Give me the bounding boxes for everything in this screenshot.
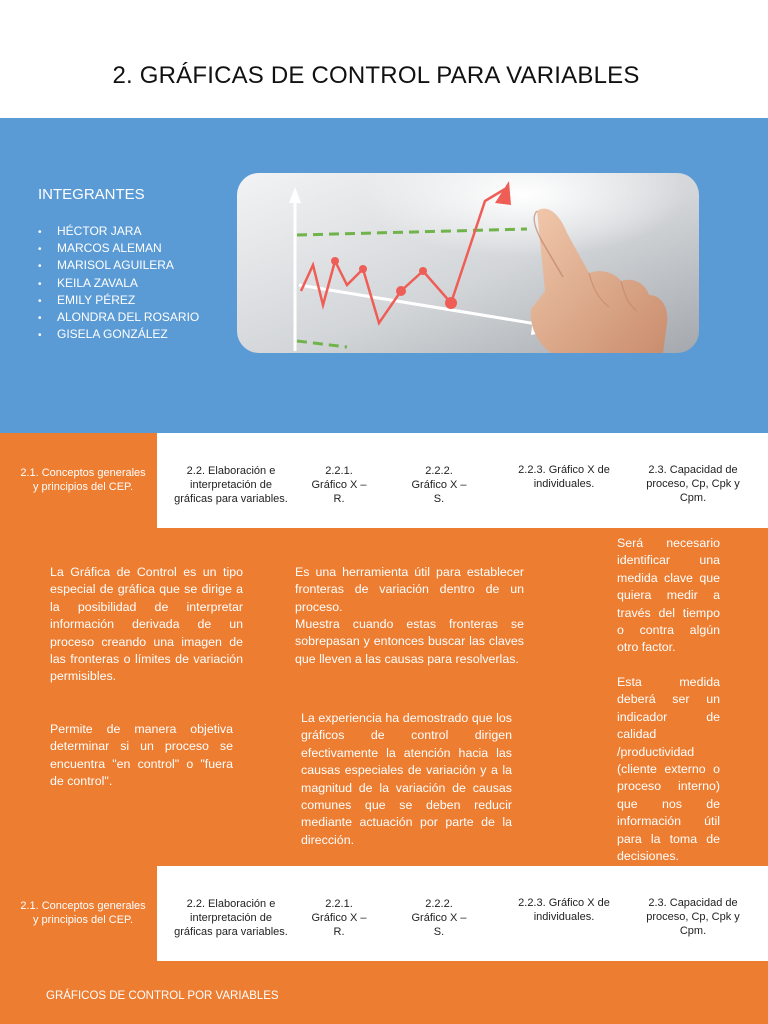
member-item [38, 257, 199, 274]
member-name: MARISOL AGUILERA [57, 258, 174, 273]
member-item [38, 326, 199, 343]
bullet-icon: • [38, 261, 42, 273]
member-name: GISELA GONZÁLEZ [57, 327, 168, 342]
nav-item-elaboracion[interactable]: 2.2. Elaboración e interpretación de gráficas para variables. [174, 898, 288, 938]
member-item [38, 292, 199, 309]
member-item [38, 223, 199, 240]
topic-nav-bottom [0, 866, 768, 961]
nav-item-grafico-x-s[interactable]: 2.2.2. Gráfico X – S. [411, 898, 467, 938]
member-list [38, 223, 199, 343]
member-item [38, 240, 199, 257]
member-name: KEILA ZAVALA [57, 275, 138, 290]
col1-paragraph-1: La Gráfica de Control es un tipo especial de gráfica que se dirige a la posibilidad de interpretar información derivada de un proceso creando una imagen de las fronteras o límites de variación permisibles. [50, 565, 243, 684]
col2-paragraph-1: Es una herramienta útil para establecer fronteras de variación dentro de un proceso. [295, 565, 524, 614]
bullet-icon: • [38, 278, 42, 290]
hero-image [237, 173, 699, 353]
member-item [38, 275, 199, 292]
section-footer-heading: GRÁFICOS DE CONTROL POR VARIABLES [46, 990, 279, 1002]
member-item [38, 309, 199, 326]
member-name: EMILY PÉREZ [57, 292, 136, 307]
bullet-icon: • [38, 227, 42, 238]
nav-item-grafico-individuales[interactable]: 2.2.3. Gráfico X de individuales. [518, 464, 610, 490]
nav-item-conceptos[interactable]: 2.1. Conceptos generales y principios del CEP. [20, 900, 146, 926]
topic-nav-top [0, 433, 768, 528]
nav-item-grafico-x-s[interactable]: 2.2.2. Gráfico X – S. [411, 465, 467, 505]
bullet-icon: • [38, 330, 42, 342]
nav-item-capacidad[interactable]: 2.3. Capacidad de proceso, Cp, Cpk y Cpm. [646, 897, 740, 937]
bullet-icon: • [38, 244, 42, 256]
member-name: HÉCTOR JARA [57, 224, 142, 238]
member-name: ALONDRA DEL ROSARIO [57, 309, 200, 324]
col3-paragraph-1: Será necesario identificar una medida clave que quiera medir a través del tiempo o contra algún otro factor. [617, 536, 720, 655]
nav-item-conceptos[interactable]: 2.1. Conceptos generales y principios del CEP. [20, 467, 146, 493]
col1-paragraph-2: Permite de manera objetiva determinar si un proceso se encuentra "en control" o "fuera de control". [50, 722, 233, 789]
bullet-icon: • [38, 295, 42, 307]
nav-item-grafico-individuales[interactable]: 2.2.3. Gráfico X de individuales. [518, 897, 610, 923]
col2-paragraph-2: Muestra cuando estas fronteras se sobrepasan y entonces buscar las claves que lleven a las causas para resolverlas. [295, 617, 524, 666]
chart-hand-illustration [237, 173, 699, 353]
member-name: MARCOS ALEMAN [57, 241, 162, 256]
page-title: 2. GRÁFICAS DE CONTROL PARA VARIABLES [112, 62, 640, 89]
nav-item-elaboracion[interactable]: 2.2. Elaboración e interpretación de gráficas para variables. [174, 465, 288, 505]
col2-paragraph-3: La experiencia ha demostrado que los gráficos de control dirigen efectivamente la atención hacia las causas especiales de variación y a la magnitud de la variación de causas comunes que se deben reducir mediante actuación por parte de la dirección. [301, 711, 512, 847]
nav-item-capacidad[interactable]: 2.3. Capacidad de proceso, Cp, Cpk y Cpm. [646, 464, 740, 504]
team-heading: INTEGRANTES [38, 186, 145, 203]
bullet-icon: • [38, 312, 42, 324]
col3-paragraph-2: Esta medida deberá ser un indicador de calidad /productividad (cliente externo o proceso interno) que nos de información útil para la toma de decisiones. [617, 675, 720, 864]
nav-item-grafico-x-r[interactable]: 2.2.1. Gráfico X – R. [311, 898, 367, 938]
nav-item-grafico-x-r[interactable]: 2.2.1. Gráfico X – R. [311, 465, 367, 505]
